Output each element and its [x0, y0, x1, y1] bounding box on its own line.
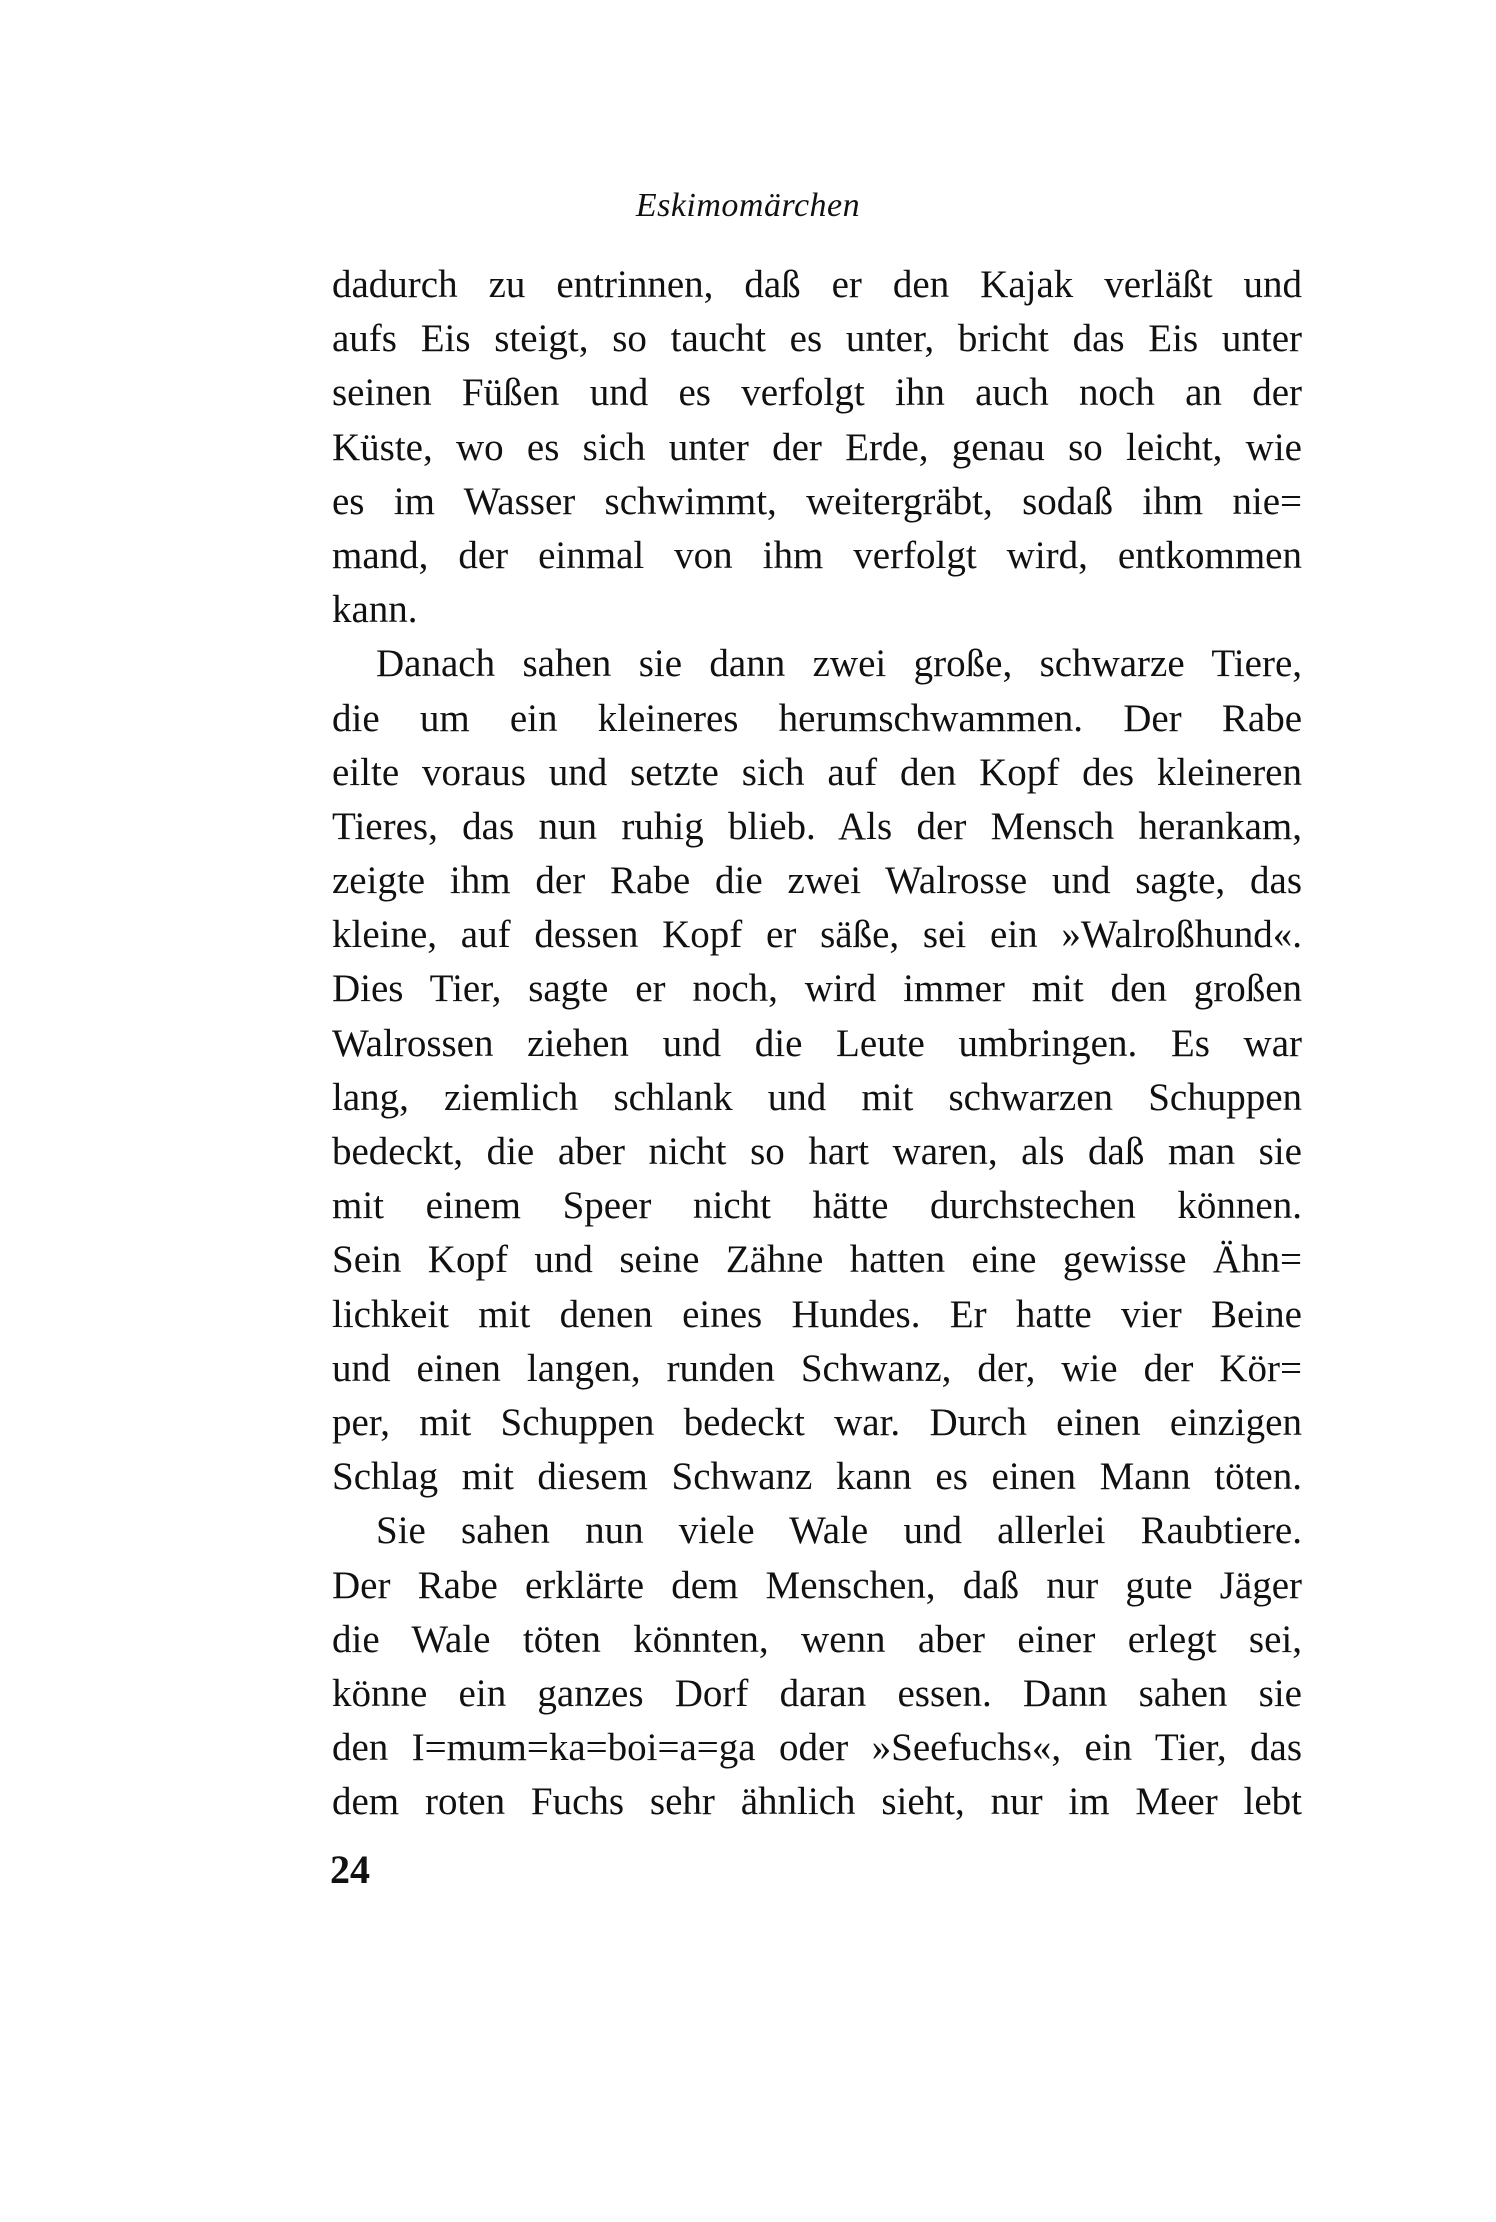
text-line: zeigte ihm der Rabe die zwei Walrosse und sagte, das [332, 859, 1302, 903]
text-line: Dies Tier, sagte er noch, wird immer mit den großen [332, 967, 1302, 1011]
text-line: und einen langen, runden Schwanz, der, wie der Kör= [332, 1346, 1302, 1390]
text-line: Walrossen ziehen und die Leute umbringen. Es war [332, 1021, 1302, 1065]
text-line: Küste, wo es sich unter der Erde, genau so leicht, wie [332, 425, 1302, 469]
text-line: aufs Eis steigt, so taucht es unter, bricht das Eis unter [332, 317, 1302, 361]
text-line: kann. [332, 588, 418, 632]
text-line: es im Wasser schwimmt, weitergräbt, sodaß ihm nie= [332, 479, 1302, 523]
text-line: lichkeit mit denen eines Hundes. Er hatte vier Beine [332, 1292, 1302, 1336]
text-line: lang, ziemlich schlank und mit schwarzen Schuppen [332, 1075, 1302, 1119]
text-line: per, mit Schuppen bedeckt war. Durch einen einzigen [332, 1400, 1302, 1444]
text-line: mand, der einmal von ihm verfolgt wird, entkommen [332, 533, 1302, 577]
running-title: Eskimomärchen [635, 187, 861, 224]
page-number: 24 [330, 1847, 370, 1892]
text-line: Sein Kopf und seine Zähne hatten eine gewisse Ähn= [332, 1238, 1302, 1282]
text-line: eilte voraus und setzte sich auf den Kopf des kleineren [332, 750, 1302, 794]
text-line: Schlag mit diesem Schwanz kann es einen Mann töten. [332, 1455, 1302, 1499]
text-line: die um ein kleineres herumschwammen. Der Rabe [332, 696, 1302, 740]
text-line: dem roten Fuchs sehr ähnlich sieht, nur im Meer lebt [332, 1780, 1302, 1824]
text-line: bedeckt, die aber nicht so hart waren, als daß man sie [332, 1130, 1302, 1173]
text-line: dadurch zu entrinnen, daß er den Kajak verläßt und [332, 263, 1302, 306]
text-line: Danach sahen sie dann zwei große, schwarze Tiere, [376, 642, 1302, 686]
text-line: könne ein ganzes Dorf daran essen. Dann sahen sie [332, 1671, 1302, 1715]
text-line: den I=mum=ka=boi=a=ga oder »Seefuchs«, ein Tier, das [332, 1726, 1302, 1770]
text-line: mit einem Speer nicht hätte durchstechen können. [332, 1184, 1302, 1228]
body-text [332, 258, 1302, 1829]
text-line: kleine, auf dessen Kopf er säße, sei ein »Walroßhund«. [332, 913, 1302, 957]
text-line: die Wale töten könnten, wenn aber einer erlegt sei, [332, 1617, 1302, 1661]
text-line: Der Rabe erklärte dem Menschen, daß nur gute Jäger [332, 1563, 1302, 1607]
text-line: Sie sahen nun viele Wale und allerlei Raubtiere. [376, 1509, 1302, 1553]
text-line: Tieres, das nun ruhig blieb. Als der Mensch herankam, [332, 804, 1302, 848]
text-line: seinen Füßen und es verfolgt ihn auch noch an der [332, 371, 1302, 415]
